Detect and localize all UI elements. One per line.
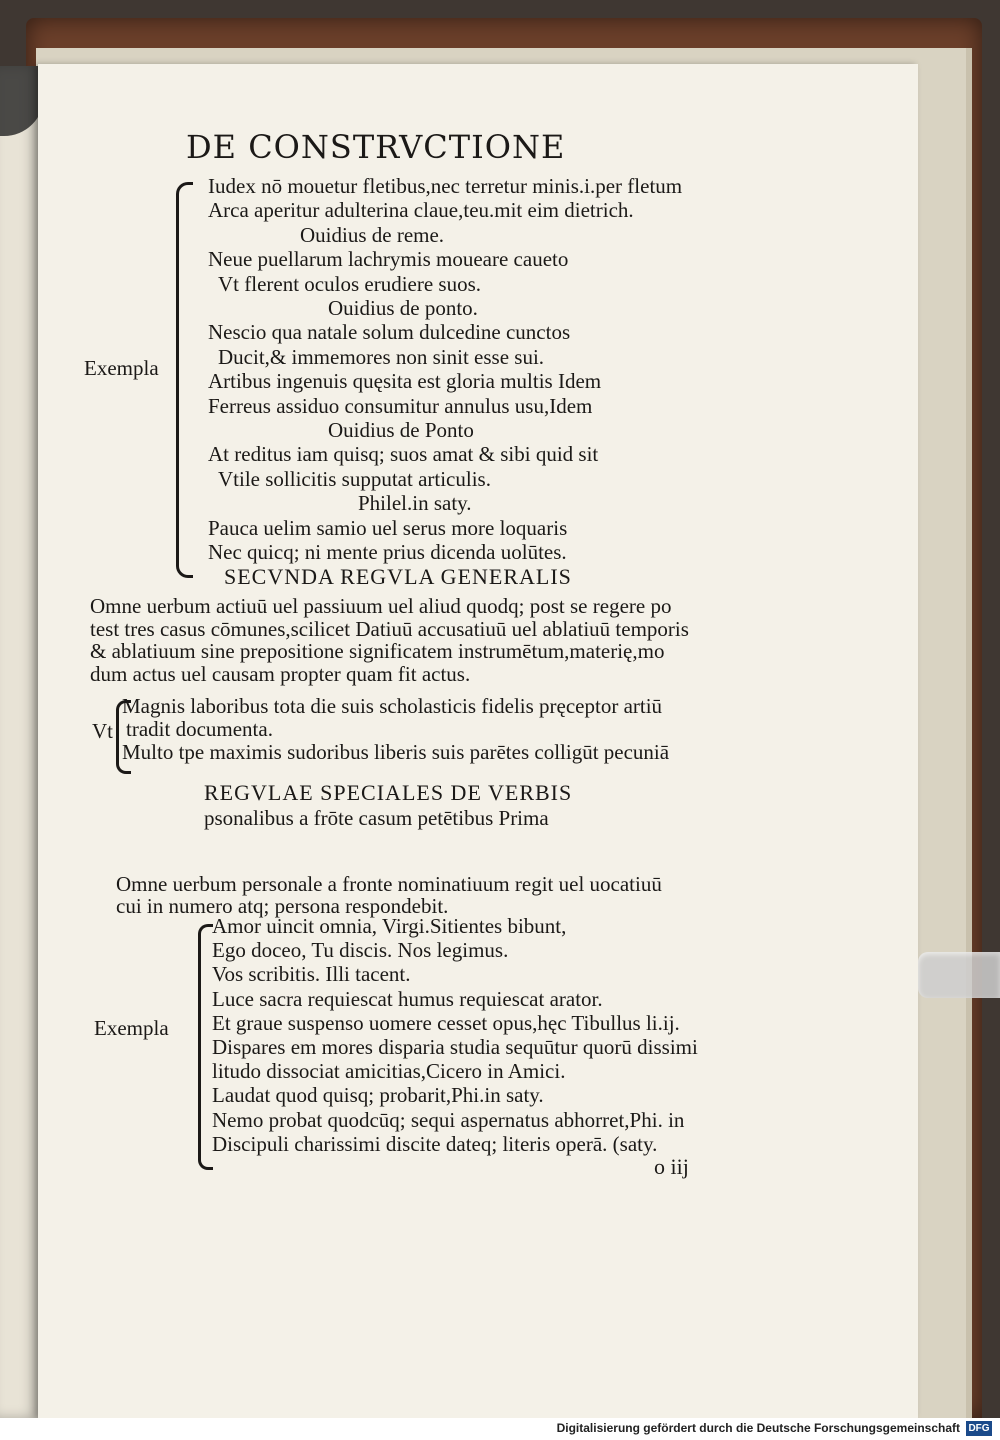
heading-secunda-regula: SECVNDA REGVLA GENERALIS (224, 564, 572, 589)
example-line: Nemo probat quodcūq; sequi aspernatus abhorret,Phi. in (212, 1107, 685, 1132)
heading-regulae-speciales: REGVLAE SPECIALES DE VERBIS (204, 780, 573, 805)
example-line: Multo tpe maximis sudoribus liberis suis parētes colligūt pecuniā (122, 740, 670, 764)
example-line: Ouidius de reme. (300, 222, 445, 247)
left-page-edge (0, 66, 40, 1418)
example-line: Iudex nō mouetur fletibus,nec terretur minis.i.per fletum (208, 174, 683, 198)
example-line: Ego doceo, Tu discis. Nos legimus. (212, 938, 509, 963)
example-line: Neue puellarum lachrymis moueare caueto (208, 247, 569, 272)
brace-examples-3 (198, 924, 213, 1170)
rule-line: test tres casus cōmunes,scilicet Datiuū accusatiuū uel ablatiuū temporis (90, 616, 689, 641)
dfg-logo: DFG (966, 1421, 992, 1436)
example-line: Philel.in saty. (358, 491, 472, 516)
rule-line: dum actus uel causam propter quam fit actus. (90, 661, 471, 686)
example-line: Artibus ingenuis quęsita est gloria multis Idem (208, 369, 602, 394)
example-line: Nescio qua natale solum dulcedine cunctos (208, 320, 571, 345)
rule-line: & ablatiuum sine prepositione significatem instrumētum,materię,mo (90, 639, 665, 663)
example-line: Discipuli charissimi discite dateq; literis operā. (saty. (212, 1131, 658, 1156)
example-line: Magnis laboribus tota die suis scholasticis fidelis pręceptor artiū (122, 694, 663, 718)
example-line: Pauca uelim samio uel serus more loquaris (208, 515, 568, 540)
page-clip (918, 952, 1000, 998)
heading-regulae-speciales-sub: psonalibus a frōte casum petētibus Prima (204, 806, 549, 830)
example-line: Amor uincit omnia, Virgi.Sitientes bibunt, (212, 914, 567, 938)
rule-line: cui in numero atq; persona respondebit. (116, 894, 449, 918)
example-line: Ferreus assiduo consumitur annulus usu,Idem (208, 393, 593, 418)
example-line: litudo dissociat amicitias,Cicero in Amici. (212, 1059, 566, 1084)
example-line: Ducit,& immemores non sinit esse sui. (218, 344, 545, 369)
brace-examples-1 (176, 182, 193, 578)
footer-bar (0, 1418, 1000, 1440)
rule-line: Omne uerbum actiuū uel passiuum uel aliud quodq; post se regere po (90, 594, 672, 618)
signature-mark: o iij (654, 1154, 689, 1179)
example-line: Arca aperitur adulterina claue,teu.mit eim dietrich. (208, 198, 634, 223)
exempla-label-1: Exempla (84, 356, 159, 380)
example-line: Laudat quod quisq; probarit,Phi.in saty. (212, 1083, 544, 1108)
example-line: Vtile sollicitis supputat articulis. (218, 466, 491, 491)
example-line: Vos scribitis. Illi tacent. (212, 962, 411, 987)
rule-line: Omne uerbum personale a fronte nominatiuum regit uel uocatiuū (116, 872, 662, 896)
footer-credit: Digitalisierung gefördert durch die Deutsche Forschungsgemeinschaft (556, 1421, 960, 1435)
example-line: tradit documenta. (126, 717, 273, 741)
vt-label: Vt (92, 719, 113, 743)
book-page (38, 64, 918, 1418)
exempla-label-2: Exempla (94, 1016, 169, 1040)
page-title: DE CONSTRVCTIONE (186, 128, 566, 166)
example-line: Ouidius de Ponto (328, 418, 474, 442)
example-line: Nec quicq; ni mente prius dicenda uolūtes. (208, 540, 567, 564)
example-line: At reditus iam quisq; suos amat & sibi quid sit (208, 442, 599, 467)
example-line: Dispares em mores disparia studia sequūtur quorū dissimi (212, 1035, 698, 1059)
example-line: Ouidius de ponto. (328, 296, 478, 320)
example-line: Luce sacra requiescat humus requiescat arator. (212, 986, 603, 1011)
example-line: Et graue suspenso uomere cesset opus,hęc Tibullus li.ij. (212, 1010, 680, 1035)
example-line: Vt flerent oculos erudiere suos. (218, 271, 482, 296)
